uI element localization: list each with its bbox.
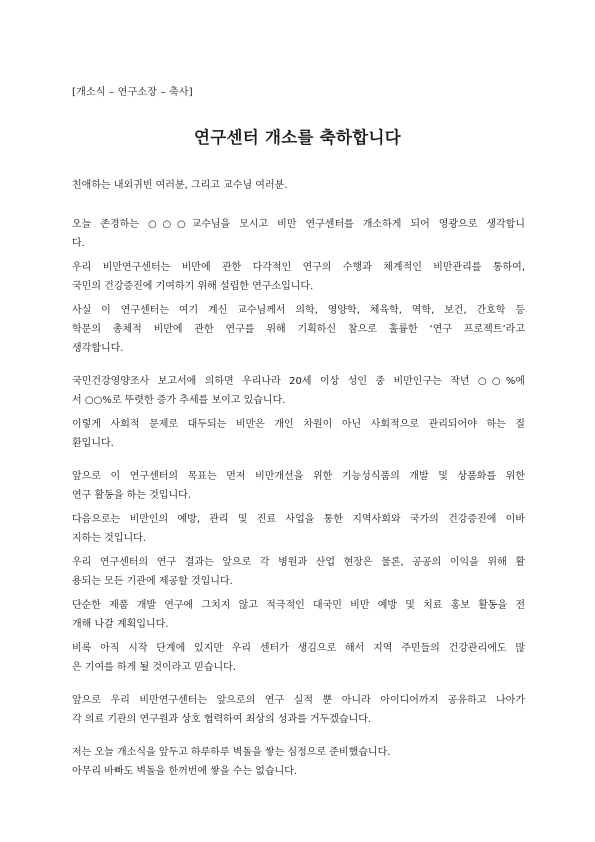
body-paragraph (72, 639, 525, 677)
body-paragraph (72, 415, 525, 453)
document-title: 연구센터 개소를 축하합니다 (194, 128, 401, 147)
text-line: 각 의료 기관의 연구원과 상호 협력하여 최상의 성과를 거두겠습니다. (72, 714, 372, 725)
body-paragraph (72, 467, 525, 505)
text-line: 앞으로 이 연구센터의 목표는 먼저 비만개선을 위한 기능성식품의 개발 및 상품화를 위한 (72, 471, 525, 482)
greeting-paragraph (72, 176, 525, 195)
text-line: 이렇게 사회적 문제로 대두되는 비만은 개인 차원이 아닌 사회적으로 관리되어야 하는 질 (72, 419, 525, 430)
text-line: 은 기여를 하게 될 것이라고 믿습니다. (72, 662, 236, 673)
text-line: 다음으로는 비만인의 예방, 관리 및 진료 사업을 통한 지역사회와 국가의 건강증진에 이바 (72, 514, 525, 525)
paragraph-gap (72, 729, 525, 743)
text-line: 친애하는 내외귀빈 여러분, 그리고 교수님 여러분. (72, 180, 288, 191)
text-line: 개해 나갈 계획입니다. (72, 619, 169, 630)
document-body (72, 176, 525, 781)
text-line: 우리 연구센터의 연구 결과는 앞으로 각 병원과 산업 현장은 물론, 공공의 이익을 위해 활 (72, 557, 525, 568)
body-paragraph (72, 372, 525, 410)
text-line: 서 ○○%로 뚜렷한 증가 추세를 보이고 있습니다. (72, 395, 286, 406)
body-paragraph (72, 596, 525, 634)
text-line: 아무리 바빠도 벽돌을 한꺼번에 쌓을 수는 없습니다. (72, 766, 298, 777)
text-line: 국민건강영양조사 보고서에 의하면 우리나라 20세 이상 성인 중 비만인구는 작년 ○○%에 (72, 376, 525, 387)
paragraph-gap (72, 358, 525, 372)
text-line: 단순한 제품 개발 연구에 그치지 않고 적극적인 대국민 비만 예방 및 치료 홍보 활동을 전 (72, 600, 525, 611)
body-paragraph (72, 258, 525, 296)
text-line: 학문의 총체적 비만에 관한 연구를 위해 기획하신 참으로 훌륭한 ‘연구 프로젝트’라고 (72, 324, 525, 335)
text-line: 용되는 모든 기관에 제공할 것입니다. (72, 576, 233, 587)
text-line: 사실 이 연구센터는 여기 계신 교수님께서 의학, 영양학, 체육학, 역학, 보건, 간호학 등 (72, 305, 525, 316)
text-line: 국민의 건강증진에 기여하기 위해 설립한 연구소입니다. (72, 281, 314, 292)
text-line: 다. (72, 238, 85, 249)
text-line: 연구 활동을 하는 것입니다. (72, 490, 191, 501)
paragraph-gap (72, 453, 525, 467)
body-paragraph (72, 301, 525, 358)
body-paragraph (72, 215, 525, 253)
body-paragraph (72, 691, 525, 729)
paragraph-gap (72, 195, 525, 215)
paragraph-gap (72, 677, 525, 691)
text-line: 환입니다. (72, 438, 114, 449)
body-paragraph (72, 510, 525, 548)
text-line: 우리 비만연구센터는 비만에 관한 다각적인 연구의 수행과 체계적인 비만관리를 통하여, (72, 262, 525, 273)
text-line: 비록 아직 시작 단계에 있지만 우리 센터가 생김으로 해서 지역 주민들의 건강관리에도 많 (72, 643, 525, 654)
text-line: 생각합니다. (72, 343, 124, 354)
text-line: 오늘 존경하는 ○○○교수님을 모시고 비만 연구센터를 개소하게 되어 영광으로 생각합니 (72, 219, 525, 230)
text-line: 앞으로 우리 비만연구센터는 앞으로의 연구 실적 뿐 아니라 아이디어까지 공유하고 나아가 (72, 695, 525, 706)
text-line: 저는 오늘 개소식을 앞두고 하루하루 벽돌을 쌓는 심정으로 준비했습니다. (72, 747, 391, 758)
body-paragraph (72, 553, 525, 591)
document-header: [개소식 – 연구소장 – 축사] (72, 87, 193, 98)
text-line: 지하는 것입니다. (72, 533, 146, 544)
body-paragraph (72, 743, 525, 781)
